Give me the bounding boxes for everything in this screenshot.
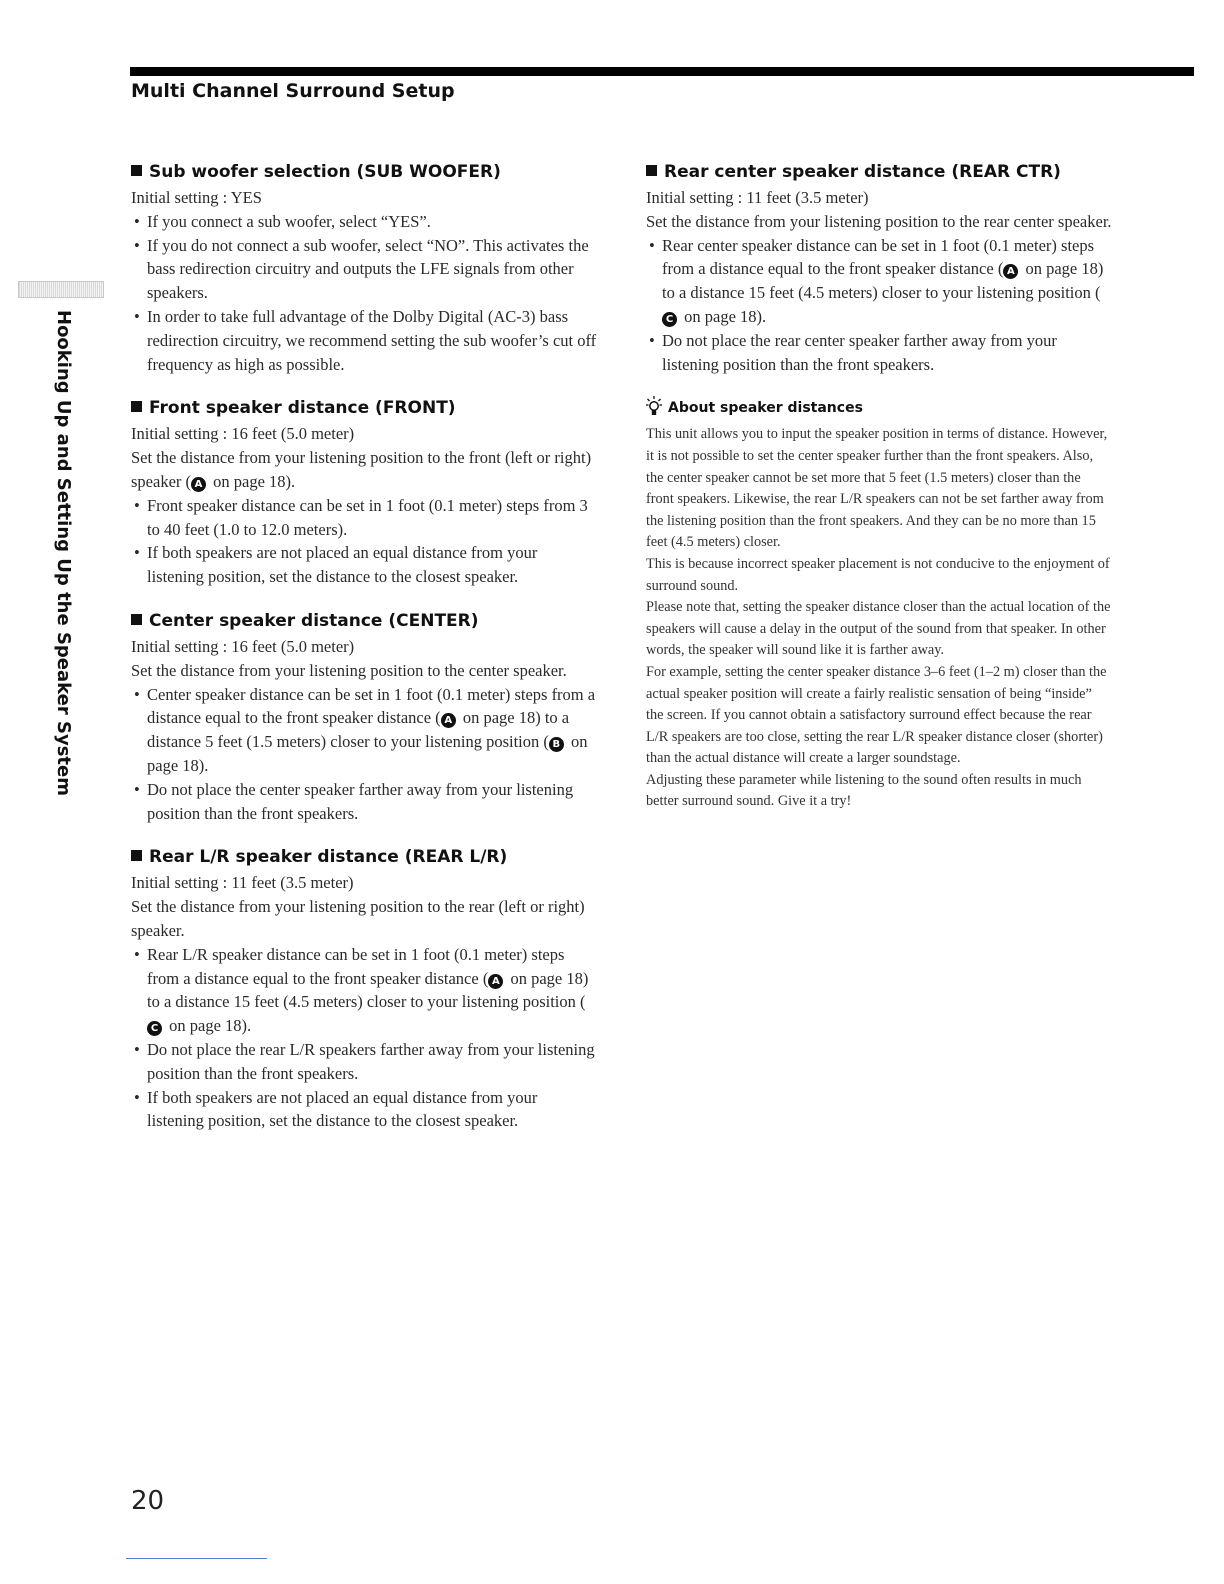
square-bullet-icon xyxy=(131,614,142,625)
right-column-sections xyxy=(646,160,1112,376)
square-bullet-icon xyxy=(131,850,142,861)
bullet-dot-icon: • xyxy=(649,330,655,350)
tip-title: About speaker distances xyxy=(668,400,863,417)
bullet-item xyxy=(131,541,597,589)
header-rule xyxy=(130,67,1194,76)
section-title-text: Rear center speaker distance (REAR CTR) xyxy=(664,162,1061,182)
bullet-text: on page 18). xyxy=(680,306,767,326)
section-line: Initial setting : YES xyxy=(131,188,262,207)
section xyxy=(131,396,597,589)
bullet-item xyxy=(131,683,597,778)
bullet-item xyxy=(131,305,597,376)
bullet-text: on page 18) to a distance 15 feet (4.5 meters) closer to your listening position ( xyxy=(147,968,589,1012)
section-title xyxy=(646,160,1112,184)
bullet-text: If both speakers are not placed an equal distance from your listening position, set the distance to the closest speaker. xyxy=(147,1087,538,1131)
bullet-text: on page 18). xyxy=(165,1016,252,1036)
paragraph-text: Set the distance from your listening position to the front (left or right) speaker ( xyxy=(131,448,592,491)
section-marker xyxy=(18,281,104,298)
bullet-dot-icon: • xyxy=(134,543,140,563)
bullet-text: In order to take full advantage of the Dolby Digital (AC-3) bass redirection circuitry, we recommend setting the sub woofer’s cut off frequency as high as possible. xyxy=(147,306,597,374)
square-bullet-icon xyxy=(646,165,657,176)
section-title xyxy=(131,845,597,869)
tip-heading xyxy=(646,396,1112,420)
section-line: Set the distance from your listening position to the center speaker. xyxy=(131,660,567,680)
section-line: Initial setting : 16 feet (5.0 meter) xyxy=(131,636,355,656)
bullet-dot-icon: • xyxy=(134,1087,140,1107)
bullet-text: Rear L/R speaker distance can be set in 1 foot (0.1 meter) steps from a distance equal to the front speaker distance ( xyxy=(147,944,565,988)
bullet-dot-icon: • xyxy=(134,495,140,515)
tip-paragraph: For example, setting the center speaker distance 3–6 feet (1–2 m) closer than the actual speaker position will create a fairly realistic sensation of being “inside” the screen. If you cannot obtain a satisfactory surround effect because the rear L/R speakers are too close, setting the rear L/R speaker distance closer (shorter) than the actual distance will create a larger soundstage. xyxy=(646,663,1107,767)
bullet-dot-icon: • xyxy=(649,235,655,255)
section-title-text: Rear L/R speaker distance (REAR L/R) xyxy=(149,847,508,868)
bullet-item xyxy=(131,494,597,542)
bullet-list xyxy=(131,943,597,1133)
section-line: Initial setting : 11 feet (3.5 meter) xyxy=(646,188,869,207)
bullet-text: Do not place the rear center speaker farther away from your listening position than the front speakers. xyxy=(662,330,1057,374)
bullet-text: If you connect a sub woofer, select “YES”. xyxy=(147,211,431,231)
bullet-list xyxy=(131,210,597,377)
square-bullet-icon xyxy=(131,165,142,176)
bullet-list xyxy=(131,494,597,589)
bullet-dot-icon: • xyxy=(134,235,140,255)
section xyxy=(646,160,1112,376)
tip-paragraph: Adjusting these parameter while listening to the sound often results in much better surround sound. Give it a try! xyxy=(646,771,1082,810)
bullet-item xyxy=(131,1038,597,1086)
bullet-text: If you do not connect a sub woofer, select “NO”. This activates the bass redirection circuitry and outputs the LFE signals from other speakers. xyxy=(147,235,589,303)
section-paragraph xyxy=(131,446,597,494)
tip-paragraph: This unit allows you to input the speaker position in terms of distance. However, it is not possible to set the center speaker further than the front speakers. Also, the center speaker cannot be set more that 5 feet (1.5 meters) closer than the front speakers. Likewise, the rear L/R speakers can not be set farther away from the listening position than the front speakers. And they can be no more than 15 feet (4.5 meters) closer. xyxy=(646,426,1108,551)
section xyxy=(131,609,597,825)
reference-circle-icon: A xyxy=(488,974,503,989)
side-tab-label: Hooking Up and Setting Up the Speaker System xyxy=(53,310,74,796)
section xyxy=(131,845,597,1133)
section-title xyxy=(131,160,597,184)
reference-circle-icon: A xyxy=(441,713,456,728)
bullet-text: on page 18). xyxy=(147,732,588,775)
bullet-text: Front speaker distance can be set in 1 foot (0.1 meter) steps from 3 to 40 feet (1.0 to 12.0 meters). xyxy=(147,495,588,539)
bullet-list xyxy=(131,683,597,826)
lightbulb-icon xyxy=(646,396,662,420)
bullet-text: Rear center speaker distance can be set in 1 foot (0.1 meter) steps from a distance equal to the front speaker distance ( xyxy=(662,235,1095,279)
bullet-dot-icon: • xyxy=(134,779,140,799)
reference-circle-icon: C xyxy=(147,1021,162,1036)
bullet-item xyxy=(131,234,597,305)
left-column xyxy=(131,160,597,1153)
bullet-dot-icon: • xyxy=(134,306,140,326)
section-line: Set the distance from your listening position to the rear center speaker. xyxy=(646,211,1112,231)
section-title xyxy=(131,396,597,420)
section-title-text: Center speaker distance (CENTER) xyxy=(149,610,479,631)
bullet-text: Center speaker distance can be set in 1 foot (0.1 meter) steps from a distance equal to the front speaker distance ( xyxy=(147,684,596,728)
square-bullet-icon xyxy=(131,401,142,412)
bullet-list xyxy=(646,234,1112,377)
bullet-text: on page 18) to a distance 15 feet (4.5 meters) closer to your listening position ( xyxy=(662,259,1104,303)
tip-paragraph: Please note that, setting the speaker distance closer than the actual location of the speakers will cause a delay in the output of the sound from that speaker. In other words, the speaker will sound like it is farther away. xyxy=(646,599,1111,659)
page-number: 20 xyxy=(131,1486,165,1516)
section-line: Initial setting : 11 feet (3.5 meter) xyxy=(131,873,354,893)
bullet-item xyxy=(131,1086,597,1134)
reference-circle-icon: A xyxy=(1003,264,1018,279)
bullet-dot-icon: • xyxy=(134,1039,140,1059)
tip-body xyxy=(646,424,1112,813)
tip-paragraph: This is because incorrect speaker placement is not conducive to the enjoyment of surround sound. xyxy=(646,555,1110,594)
reference-circle-icon: C xyxy=(662,312,677,327)
right-column xyxy=(646,160,1112,813)
paragraph-text: on page 18). xyxy=(209,471,296,491)
section xyxy=(131,160,597,376)
bullet-item xyxy=(131,210,597,234)
page-title: Multi Channel Surround Setup xyxy=(131,80,455,102)
bullet-dot-icon: • xyxy=(134,211,140,231)
section-line: Set the distance from your listening position to the rear (left or right) speaker. xyxy=(131,897,585,940)
section-title xyxy=(131,609,597,633)
tip-box xyxy=(646,396,1112,813)
section-title-text: Sub woofer selection (SUB WOOFER) xyxy=(149,162,501,182)
bullet-text: Do not place the center speaker farther away from your listening position than the front speakers. xyxy=(147,779,574,823)
bullet-dot-icon: • xyxy=(134,684,140,704)
section-line: Initial setting : 16 feet (5.0 meter) xyxy=(131,424,355,444)
bullet-item xyxy=(131,778,597,826)
bullet-text: Do not place the rear L/R speakers farther away from your listening position than the front speakers. xyxy=(147,1039,595,1083)
footer-rule xyxy=(126,1558,267,1559)
bullet-text: on page 18) to a distance 5 feet (1.5 meters) closer to your listening position ( xyxy=(147,708,570,752)
bullet-item xyxy=(646,329,1112,377)
bullet-item xyxy=(646,234,1112,329)
reference-circle-icon: B xyxy=(549,737,564,752)
bullet-dot-icon: • xyxy=(134,944,140,964)
bullet-text: If both speakers are not placed an equal distance from your listening position, set the distance to the closest speaker. xyxy=(147,543,538,587)
reference-circle-icon: A xyxy=(191,477,206,492)
section-title-text: Front speaker distance (FRONT) xyxy=(149,398,456,419)
bullet-item xyxy=(131,943,597,1038)
